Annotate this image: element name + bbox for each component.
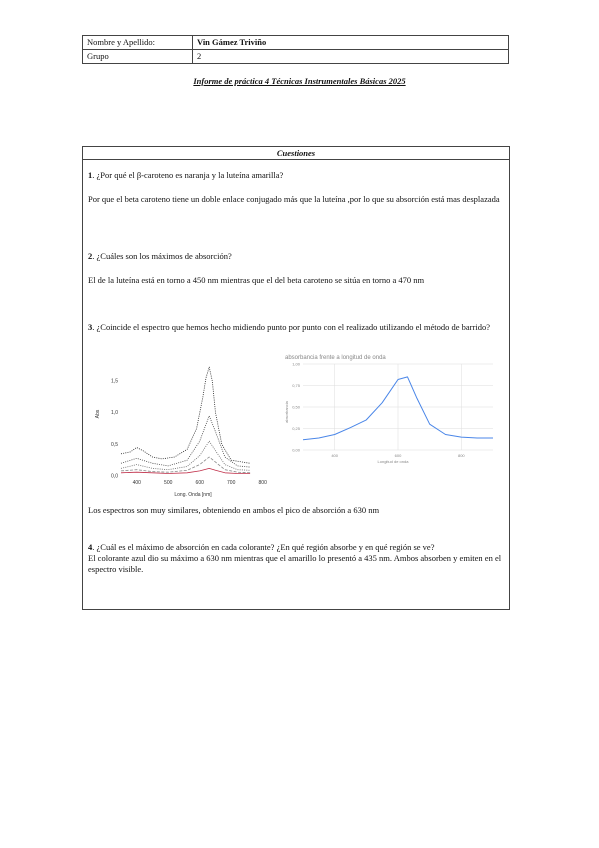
questions-box [82, 146, 510, 610]
question-3-text: . ¿Coincide el espectro que hemos hecho midiendo punto por punto con el realizado utilizando el método de barrido? [92, 322, 490, 332]
chart2-ytick-label: 0,50 [292, 404, 300, 410]
chart2-xtick-label: 800 [457, 453, 465, 458]
chart1-ytick-label: 1,0 [111, 410, 118, 417]
chart2-ytick-label: 0,25 [292, 426, 300, 431]
answer-1: Por que el beta caroteno tiene un doble enlace conjugado más que la luteína ,por lo que su absorción está mas desplazada [88, 194, 500, 204]
question-4-number: 4 [88, 542, 93, 552]
chart2-ytick-label: 0,75 [292, 383, 300, 388]
chart1-series-3-line [121, 441, 250, 470]
group-value: 2 [193, 50, 509, 64]
question-2-number: 2 [88, 251, 93, 261]
chart2-ytick-label: 0,00 [292, 447, 300, 453]
chart2-xtick-label: 400 [331, 453, 339, 458]
document-title: Informe de práctica 4 Técnicas Instrumentales Básicas 2025 [193, 76, 406, 86]
chart1-xtick-label: 600 [195, 480, 204, 486]
chart1-xtick-label: 400 [132, 480, 141, 486]
chart2-title: absorbancia frente a longitud de onda [285, 355, 386, 361]
questions-heading: Cuestiones [83, 147, 509, 160]
question-2-text: . ¿Cuáles son los máximos de absorción? [92, 251, 232, 261]
chart1-xlabel: Long. Onda [nm] [174, 492, 212, 498]
chart2-ylabel: absorbancia [284, 401, 289, 423]
answer-2: El de la luteína está en torno a 450 nm mientras que el del beta caroteno se sitúa en torno a 470 nm [88, 275, 425, 285]
chart2-xlabel: Longitud de onda [377, 459, 409, 464]
question-1 [88, 170, 504, 181]
chart2-xtick-label: 600 [394, 453, 402, 458]
answer-3: Los espectros son muy similares, obteniendo en ambos el pico de absorción a 630 nm [88, 505, 380, 515]
question-3-number: 3 [88, 322, 93, 332]
question-1-number: 1 [88, 170, 93, 180]
scan-spectrum-chart [91, 354, 271, 499]
chart1-ylabel: Abs [95, 409, 101, 419]
answer-4: El colorante azul dio su máximo a 630 nm mientras que el amarillo lo presentó a 435 nm. Ambos absorben y emiten en el espectro visible. [88, 553, 502, 574]
chart1-xtick-label: 700 [227, 480, 236, 486]
question-4-text: . ¿Cuál es el máximo de absorción en cada colorante? ¿En qué región absorbe y en qué región se ve? [92, 542, 435, 552]
chart1-ytick-label: 0,0 [111, 473, 118, 480]
group-label: Grupo [83, 50, 193, 64]
chart2-ytick-label: 1,00 [292, 361, 300, 367]
header-table [82, 35, 509, 64]
name-label: Nombre y Apellido: [83, 36, 193, 50]
chart1-series-2-line [121, 416, 250, 467]
chart1-xtick-label: 800 [258, 480, 267, 486]
point-spectrum-chart [275, 350, 503, 468]
chart1-ytick-label: 1,5 [111, 378, 118, 385]
question-2 [88, 251, 504, 262]
question-4 [88, 542, 504, 553]
question-3 [88, 322, 504, 333]
chart1-xtick-label: 500 [164, 480, 173, 486]
question-1-text: . ¿Por qué el β-caroteno es naranja y la luteína amarilla? [92, 170, 284, 180]
name-value: Vin Gámez Triviño [193, 36, 509, 50]
chart1-ytick-label: 0,5 [111, 441, 118, 448]
chart1-series-1-line [121, 367, 250, 463]
